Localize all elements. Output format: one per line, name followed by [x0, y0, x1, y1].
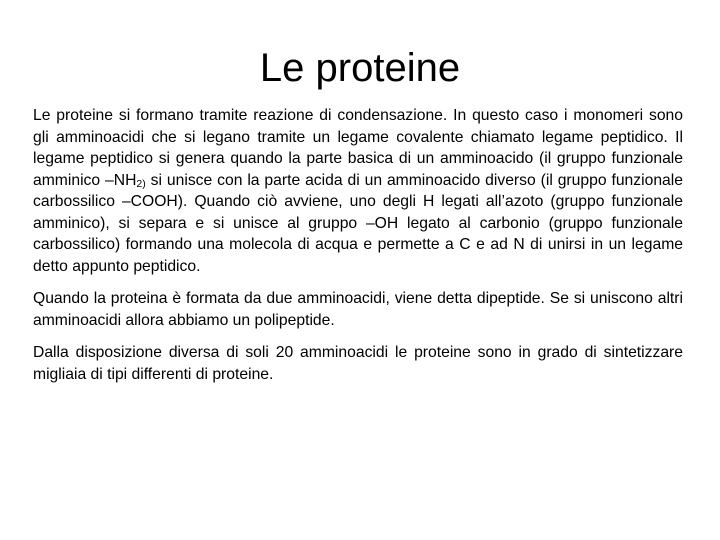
- paragraph-dipeptide: Quando la proteina è formata da due amminoacidi, viene detta dipeptide. Se si uniscono altri amminoacidi allora abbiamo un polipeptide.: [33, 290, 683, 329]
- slide-body: [33, 105, 683, 396]
- paragraph-condensation-text-b: si unisce con la parte acida di un amminoacido diverso (il gruppo funzionale carbossilico –COOH). Quando ciò avviene, uno degli H legati all’azoto (gruppo funzionale amminico), si separa e si unisce al gruppo –OH legato al carbonio (gruppo funzionale carbossilico) formando una molecola di acqua e permette a C e ad N di unirsi in un legame detto appunto peptidico.: [33, 171, 683, 275]
- slide-title: Le proteine: [259, 46, 461, 90]
- paragraph-condensation: [33, 105, 683, 277]
- paragraph-amino-acids: Dalla disposizione diversa di soli 20 amminoacidi le proteine sono in grado di sintetizzare migliaia di tipi differenti di proteine.: [33, 344, 683, 383]
- subscript-two: 2): [136, 177, 146, 190]
- paragraph-condensation-text-a: Le proteine si formano tramite reazione di condensazione. In questo caso i monomeri sono gli amminoacidi che si legano tramite un legame covalente chiamato legame peptidico. Il legame peptidico si genera quando la parte basica di un amminoacido (il gruppo funzionale amminico –NH: [33, 107, 683, 189]
